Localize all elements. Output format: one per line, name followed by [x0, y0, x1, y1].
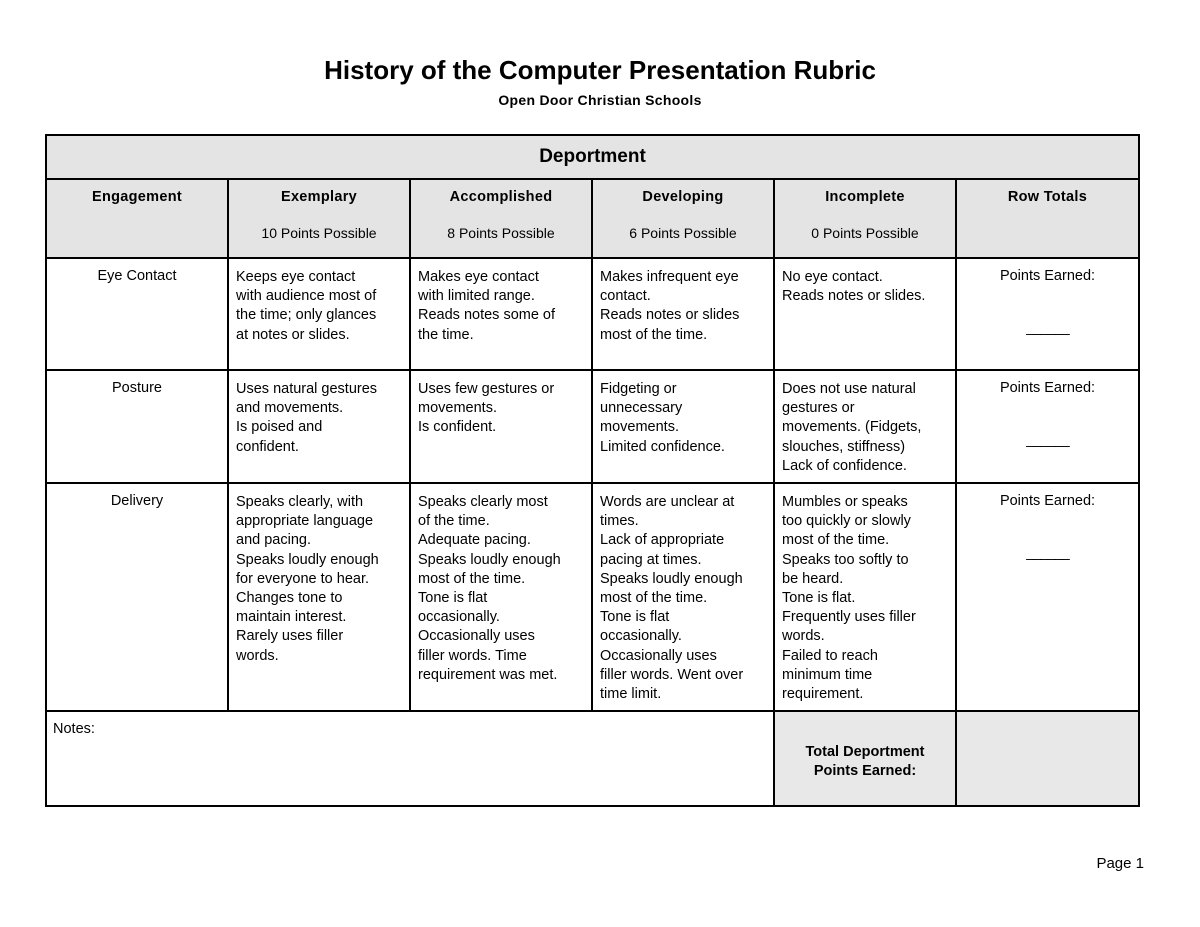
- criteria-line: maintain interest.: [236, 609, 347, 626]
- page-number: Page 1: [1096, 855, 1144, 872]
- points-earned-cell: [956, 370, 1139, 483]
- total-label: [774, 711, 956, 806]
- criteria-line: appropriate language: [236, 513, 374, 530]
- criteria-cell: [592, 370, 774, 483]
- criteria-line: Rarely uses filler: [236, 628, 344, 645]
- column-header-row: [46, 179, 1139, 258]
- criteria-line: at notes or slides.: [236, 326, 350, 343]
- criteria-cell: [592, 483, 774, 711]
- criteria-line: Speaks too softly to: [782, 551, 909, 568]
- criteria-line: minimum time: [782, 666, 873, 683]
- criteria-line: Tone is flat.: [782, 590, 856, 607]
- points-earned-blank: ______: [1026, 320, 1069, 336]
- row-label: Posture: [46, 370, 228, 483]
- criteria-line: Changes tone to: [236, 590, 343, 607]
- criteria-line: movements. (Fidgets,: [782, 419, 922, 436]
- notes-label: Notes:: [53, 721, 95, 738]
- criteria-line: Does not use natural: [782, 381, 916, 397]
- criteria-line: pacing at times.: [600, 551, 702, 568]
- col-exemplary: [228, 179, 410, 258]
- criteria-line: for everyone to hear.: [236, 570, 369, 587]
- criteria-line: Failed to reach: [782, 647, 878, 664]
- section-header: Deportment: [46, 135, 1139, 179]
- criteria-line: Uses few gestures or: [418, 381, 555, 397]
- criteria-line: filler words. Went over: [600, 666, 744, 683]
- criteria-line: Words are unclear at: [600, 494, 735, 511]
- criteria-line: words.: [236, 647, 279, 664]
- criteria-line: Keeps eye contact: [236, 269, 356, 285]
- rubric-row-posture: [46, 370, 1139, 483]
- criteria-line: of the time.: [418, 513, 490, 530]
- rubric-row-eye-contact: [46, 258, 1139, 370]
- criteria-line: the time.: [418, 326, 474, 343]
- criteria-line: most of the time.: [782, 532, 890, 549]
- criteria-line: contact.: [600, 288, 651, 305]
- col-incomplete: [774, 179, 956, 258]
- criteria-line: Speaks loudly enough: [418, 551, 561, 568]
- col-points: 10 Points Possible: [261, 225, 377, 241]
- points-earned-label: Points Earned:: [999, 493, 1096, 510]
- row-label: Eye Contact: [46, 258, 228, 370]
- criteria-line: most of the time.: [418, 570, 526, 587]
- criteria-line: Is poised and: [236, 419, 323, 436]
- criteria-line: filler words. Time: [418, 647, 527, 664]
- criteria-line: movements.: [600, 419, 679, 436]
- criteria-line: the time; only glances: [236, 307, 377, 324]
- criteria-line: Reads notes or slides: [600, 307, 740, 324]
- criteria-line: Makes infrequent eye: [600, 269, 739, 285]
- criteria-line: Lack of appropriate: [600, 532, 725, 549]
- points-earned-label: Points Earned:: [999, 268, 1096, 284]
- criteria-line: Tone is flat: [600, 609, 670, 626]
- criteria-line: Mumbles or speaks: [782, 494, 908, 511]
- criteria-line: unnecessary: [600, 400, 683, 417]
- criteria-line: Limited confidence.: [600, 438, 725, 455]
- col-name: Exemplary: [280, 189, 358, 205]
- col-name: Engagement: [91, 189, 182, 205]
- col-name: Developing: [642, 189, 724, 205]
- rubric-table: [45, 134, 1140, 807]
- criteria-line: movements.: [418, 400, 497, 417]
- criteria-cell: [774, 258, 956, 370]
- criteria-cell: [592, 258, 774, 370]
- criteria-line: Uses natural gestures: [236, 381, 378, 397]
- rubric-row-delivery: [46, 483, 1139, 711]
- col-name: Accomplished: [449, 189, 553, 205]
- col-engagement: [46, 179, 228, 258]
- col-points: 0 Points Possible: [811, 225, 919, 241]
- criteria-cell: [774, 483, 956, 711]
- criteria-line: Reads notes some of: [418, 307, 556, 324]
- criteria-line: Speaks loudly enough: [600, 570, 743, 587]
- criteria-cell: [410, 370, 592, 483]
- criteria-line: Speaks loudly enough: [236, 551, 379, 568]
- criteria-line: Frequently uses filler: [782, 609, 916, 626]
- points-earned-cell: [956, 483, 1139, 711]
- criteria-line: and pacing.: [236, 532, 311, 549]
- notes-row: [46, 711, 1139, 806]
- criteria-line: Tone is flat: [418, 590, 488, 607]
- criteria-line: gestures or: [782, 400, 855, 417]
- points-earned-label: Points Earned:: [999, 380, 1096, 396]
- criteria-line: occasionally.: [600, 628, 682, 645]
- points-earned-blank: ______: [1026, 545, 1069, 562]
- criteria-line: Makes eye contact: [418, 269, 539, 285]
- criteria-cell: [410, 483, 592, 711]
- criteria-line: be heard.: [782, 570, 844, 587]
- criteria-line: requirement.: [782, 686, 864, 703]
- criteria-line: Speaks clearly most: [418, 494, 548, 511]
- col-developing: [592, 179, 774, 258]
- criteria-line: most of the time.: [600, 590, 708, 607]
- col-row-totals: [956, 179, 1139, 258]
- criteria-line: slouches, stiffness): [782, 438, 906, 455]
- criteria-line: occasionally.: [418, 609, 500, 626]
- points-earned-cell: [956, 258, 1139, 370]
- criteria-line: Occasionally uses: [600, 647, 717, 664]
- criteria-line: with audience most of: [236, 288, 377, 305]
- criteria-line: Adequate pacing.: [418, 532, 531, 549]
- total-label-line: Total Deportment: [805, 744, 925, 761]
- criteria-line: Reads notes or slides.: [782, 288, 926, 305]
- total-points-field: [956, 711, 1139, 806]
- criteria-line: time limit.: [600, 686, 662, 703]
- document-title: History of the Computer Presentation Rubric: [324, 55, 876, 85]
- criteria-line: Lack of confidence.: [782, 457, 907, 474]
- criteria-cell: [228, 483, 410, 711]
- criteria-line: Speaks clearly, with: [236, 494, 364, 511]
- criteria-line: and movements.: [236, 400, 344, 417]
- criteria-cell: [774, 370, 956, 483]
- criteria-line: requirement was met.: [418, 666, 558, 683]
- criteria-line: confident.: [236, 438, 299, 455]
- criteria-line: Occasionally uses: [418, 628, 535, 645]
- criteria-line: too quickly or slowly: [782, 513, 911, 530]
- col-points: 6 Points Possible: [629, 225, 737, 241]
- notes-area: [46, 711, 774, 806]
- criteria-cell: [410, 258, 592, 370]
- criteria-line: No eye contact.: [782, 269, 883, 285]
- criteria-line: words.: [782, 628, 825, 645]
- criteria-cell: [228, 258, 410, 370]
- points-earned-blank: ______: [1026, 432, 1069, 448]
- col-points: 8 Points Possible: [447, 225, 555, 241]
- criteria-line: most of the time.: [600, 326, 708, 343]
- school-name: Open Door Christian Schools: [498, 92, 702, 108]
- criteria-cell: [228, 370, 410, 483]
- criteria-line: Fidgeting or: [600, 381, 677, 397]
- criteria-line: times.: [600, 513, 639, 530]
- criteria-line: Is confident.: [418, 419, 497, 436]
- total-label-line: Points Earned:: [813, 763, 917, 780]
- row-label: Delivery: [46, 483, 228, 711]
- criteria-line: with limited range.: [418, 288, 535, 305]
- col-name: Incomplete: [825, 189, 905, 205]
- col-name: Row Totals: [1007, 189, 1088, 205]
- col-accomplished: [410, 179, 592, 258]
